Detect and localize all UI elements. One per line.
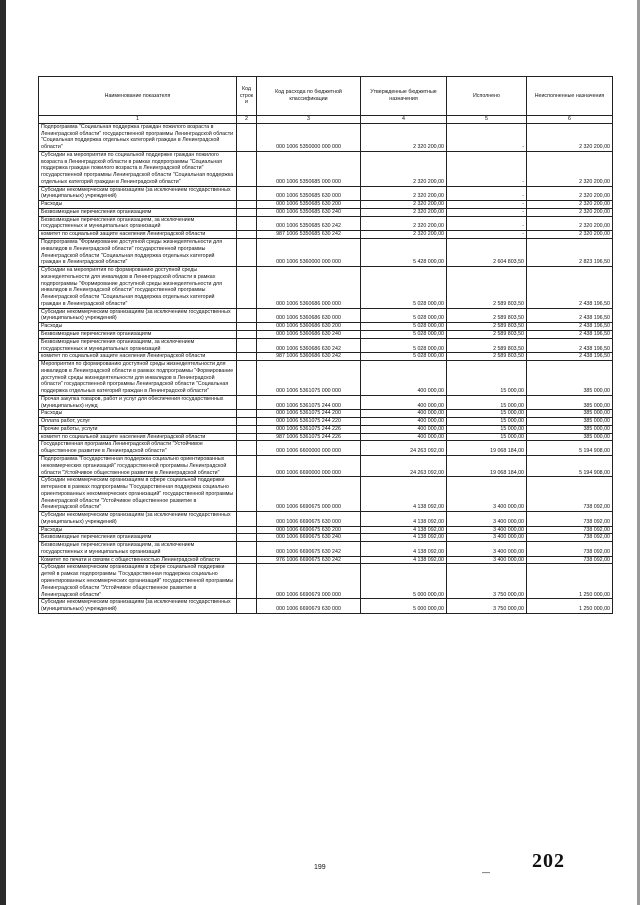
row-budget-code: 000 1006 5361075 244 220	[257, 418, 361, 426]
table-row	[39, 542, 613, 557]
column-number: 1	[39, 116, 237, 124]
table-row	[39, 151, 613, 186]
row-executed: 3 400 000,00	[447, 556, 527, 564]
table-row	[39, 123, 613, 151]
table-row	[39, 361, 613, 396]
row-approved: 4 138 092,00	[361, 512, 447, 527]
row-name: Субсидии некоммерческим организациям (за исключением государственных (муниципальных) учреждений)	[39, 186, 237, 201]
row-approved: 400 000,00	[361, 418, 447, 426]
report-sheet	[38, 76, 612, 614]
column-number: 3	[257, 116, 361, 124]
row-executed: 2 589 803,50	[447, 330, 527, 338]
row-unexecuted: 2 320 200,00	[527, 201, 613, 209]
row-name: Оплата работ, услуг	[39, 418, 237, 426]
table-row	[39, 395, 613, 410]
row-line-code	[237, 410, 257, 418]
row-name: комитет по социальной защите населения Ленинградской области	[39, 231, 237, 239]
row-executed: 2 604 803,50	[447, 239, 527, 267]
row-executed: 3 400 000,00	[447, 526, 527, 534]
row-line-code	[237, 542, 257, 557]
row-unexecuted: 385 000,00	[527, 410, 613, 418]
row-budget-code: 000 1006 5360686 630 242	[257, 338, 361, 353]
row-executed: 15 000,00	[447, 410, 527, 418]
table-row	[39, 556, 613, 564]
row-line-code	[237, 418, 257, 426]
table-row	[39, 267, 613, 309]
row-name: Расходы	[39, 410, 237, 418]
scan-edge-left	[0, 0, 6, 905]
row-approved: 2 320 200,00	[361, 123, 447, 151]
table-row	[39, 477, 613, 512]
row-approved: 5 028 000,00	[361, 330, 447, 338]
row-executed: 15 000,00	[447, 361, 527, 396]
row-line-code	[237, 208, 257, 216]
row-unexecuted: 2 320 200,00	[527, 208, 613, 216]
row-approved: 2 320 200,00	[361, 186, 447, 201]
row-name: комитет по социальной защите населения Ленинградской области	[39, 433, 237, 441]
row-executed: -	[447, 231, 527, 239]
header-budget-code: Код расхода по бюджетной классификации	[257, 77, 361, 116]
row-executed: 19 068 184,00	[447, 441, 527, 456]
row-line-code	[237, 239, 257, 267]
row-budget-code: 000 1006 6690679 000 000	[257, 564, 361, 599]
row-approved: 24 263 092,00	[361, 455, 447, 476]
row-line-code	[237, 599, 257, 614]
row-approved: 5 028 000,00	[361, 308, 447, 323]
row-line-code	[237, 123, 257, 151]
row-unexecuted: 1 250 000,00	[527, 599, 613, 614]
row-approved: 4 138 092,00	[361, 542, 447, 557]
table-row	[39, 330, 613, 338]
header-unexecuted: Неисполненные назначения	[527, 77, 613, 116]
row-unexecuted: 385 000,00	[527, 418, 613, 426]
table-row	[39, 208, 613, 216]
row-line-code	[237, 441, 257, 456]
header-approved: Утвержденные бюджетные назначения	[361, 77, 447, 116]
row-executed: -	[447, 208, 527, 216]
row-budget-code: 000 1006 5360686 000 000	[257, 267, 361, 309]
row-name: комитет по социальной защите населения Ленинградской области	[39, 353, 237, 361]
column-number: 4	[361, 116, 447, 124]
row-unexecuted: 738 092,00	[527, 512, 613, 527]
row-budget-code: 000 1006 5361075 244 200	[257, 410, 361, 418]
row-executed: 3 400 000,00	[447, 477, 527, 512]
row-approved: 2 320 200,00	[361, 201, 447, 209]
row-executed: 15 000,00	[447, 425, 527, 433]
row-budget-code: 000 1006 5350685 630 000	[257, 186, 361, 201]
row-executed: 2 589 803,50	[447, 338, 527, 353]
row-line-code	[237, 477, 257, 512]
row-line-code	[237, 564, 257, 599]
page-number: 199	[314, 864, 326, 871]
row-unexecuted: 738 092,00	[527, 526, 613, 534]
row-approved: 5 028 000,00	[361, 338, 447, 353]
stamped-sheet-number: 202	[532, 850, 565, 872]
budget-execution-table	[38, 76, 613, 614]
row-name: Подпрограмма "Формирование доступной среды жизнедеятельности для инвалидов в Ленинградской области" государственной программы Ленинградской области "Социальная поддержка отдельных категорий граждан в Ленинградской области"	[39, 239, 237, 267]
row-approved: 4 138 092,00	[361, 556, 447, 564]
row-approved: 4 138 092,00	[361, 526, 447, 534]
row-executed: -	[447, 151, 527, 186]
row-line-code	[237, 330, 257, 338]
row-name: Расходы	[39, 201, 237, 209]
row-approved: 5 028 000,00	[361, 353, 447, 361]
row-executed: 3 750 000,00	[447, 564, 527, 599]
row-unexecuted: 385 000,00	[527, 361, 613, 396]
row-approved: 24 263 092,00	[361, 441, 447, 456]
row-line-code	[237, 267, 257, 309]
row-line-code	[237, 534, 257, 542]
row-line-code	[237, 231, 257, 239]
row-unexecuted: 385 000,00	[527, 433, 613, 441]
row-unexecuted: 5 194 908,00	[527, 441, 613, 456]
table-row	[39, 512, 613, 527]
row-line-code	[237, 556, 257, 564]
column-number: 6	[527, 116, 613, 124]
row-line-code	[237, 361, 257, 396]
table-row	[39, 564, 613, 599]
row-name: Субсидии на мероприятия по формированию доступной среды жизнедеятельности для инвалидов в Ленинградской области в рамках подпрограммы "Формирование доступной среды жизнедеятельности для инвалидов в Ленинградской области" государственной программы Ленинградской области "Социальная поддержка отдельных категорий граждан в Ленинградской области"	[39, 267, 237, 309]
row-approved: 4 138 092,00	[361, 477, 447, 512]
row-unexecuted: 385 000,00	[527, 425, 613, 433]
row-name: Субсидии некоммерческим организациям (за исключением государственных (муниципальных) учреждений)	[39, 308, 237, 323]
row-approved: 5 000 000,00	[361, 564, 447, 599]
row-name: Мероприятия по формированию доступной среды жизнедеятельности для инвалидов в Ленинградской области в рамках подпрограммы "Формирование доступной среды жизнедеятельности для инвалидов в Ленинградской области" государственной программы Ленинградской области "Социальная поддержка отдельных категорий граждан в Ленинградской области"	[39, 361, 237, 396]
header-line-code: Код строк и	[237, 77, 257, 116]
row-unexecuted: 2 823 196,50	[527, 239, 613, 267]
table-row	[39, 186, 613, 201]
row-budget-code: 987 1006 5361075 244 226	[257, 433, 361, 441]
table-row	[39, 599, 613, 614]
row-executed: -	[447, 216, 527, 231]
row-name: Подпрограмма "Социальная поддержка граждан пожилого возраста в Ленинградской области" государственной программы Ленинградской области "Социальная поддержка отдельных категорий граждан в Ленинградской области"	[39, 123, 237, 151]
row-executed: 2 589 803,50	[447, 353, 527, 361]
row-budget-code: 000 1006 6600000 000 000	[257, 441, 361, 456]
row-budget-code: 000 1006 6690000 000 000	[257, 455, 361, 476]
row-name: Безвозмездные перечисления организациям	[39, 208, 237, 216]
row-budget-code: 000 1006 5361075 000 000	[257, 361, 361, 396]
row-budget-code: 987 1006 5360686 630 242	[257, 353, 361, 361]
row-budget-code: 976 1006 6690675 630 242	[257, 556, 361, 564]
row-budget-code: 000 1006 5350000 000 000	[257, 123, 361, 151]
row-budget-code: 987 1006 5350685 630 242	[257, 231, 361, 239]
row-name: Подпрограмма "Государственная поддержка социально ориентированных некоммерческих организаций" государственной программы Ленинградской области "Устойчивое общественное развитие в Ленинградской области"	[39, 455, 237, 476]
table-row	[39, 308, 613, 323]
row-name: Расходы	[39, 323, 237, 331]
row-line-code	[237, 186, 257, 201]
row-unexecuted: 2 438 196,50	[527, 338, 613, 353]
row-executed: 3 750 000,00	[447, 599, 527, 614]
row-approved: 2 320 200,00	[361, 151, 447, 186]
row-name: Безвозмездные перечисления организациям, за исключением государственных и муниципальных организаций	[39, 338, 237, 353]
row-unexecuted: 2 320 200,00	[527, 123, 613, 151]
row-executed: 19 068 184,00	[447, 455, 527, 476]
column-number: 5	[447, 116, 527, 124]
column-number-row	[39, 116, 613, 124]
row-unexecuted: 738 092,00	[527, 534, 613, 542]
row-executed: 15 000,00	[447, 433, 527, 441]
row-executed: 3 400 000,00	[447, 534, 527, 542]
row-approved: 2 320 200,00	[361, 216, 447, 231]
row-line-code	[237, 216, 257, 231]
table-row	[39, 410, 613, 418]
row-name: Субсидии некоммерческим организациям (за исключением государственных (муниципальных) учреждений)	[39, 512, 237, 527]
row-approved: 400 000,00	[361, 410, 447, 418]
row-unexecuted: 2 438 196,50	[527, 308, 613, 323]
row-budget-code: 000 1006 5350685 630 240	[257, 208, 361, 216]
row-approved: 2 320 200,00	[361, 231, 447, 239]
table-row	[39, 455, 613, 476]
row-executed: -	[447, 201, 527, 209]
row-name: Государственная программа Ленинградской области "Устойчивое общественное развитие в Ленинградской области"	[39, 441, 237, 456]
row-executed: 2 589 803,50	[447, 267, 527, 309]
row-unexecuted: 2 320 200,00	[527, 216, 613, 231]
row-line-code	[237, 526, 257, 534]
row-unexecuted: 2 438 196,50	[527, 353, 613, 361]
row-executed: -	[447, 123, 527, 151]
table-row	[39, 231, 613, 239]
row-budget-code: 000 1006 5360686 630 200	[257, 323, 361, 331]
table-row	[39, 534, 613, 542]
row-line-code	[237, 433, 257, 441]
table-body	[39, 123, 613, 613]
row-budget-code: 000 1006 5360000 000 000	[257, 239, 361, 267]
row-line-code	[237, 455, 257, 476]
row-name: Расходы	[39, 526, 237, 534]
table-row	[39, 418, 613, 426]
row-unexecuted: 1 250 000,00	[527, 564, 613, 599]
row-name: Безвозмездные перечисления организациям, за исключением государственных и муниципальных организаций	[39, 542, 237, 557]
table-row	[39, 441, 613, 456]
row-approved: 400 000,00	[361, 433, 447, 441]
row-budget-code: 000 1006 5360686 630 240	[257, 330, 361, 338]
row-unexecuted: 2 438 196,50	[527, 323, 613, 331]
row-unexecuted: 738 092,00	[527, 542, 613, 557]
row-approved: 5 000 000,00	[361, 599, 447, 614]
row-approved: 400 000,00	[361, 425, 447, 433]
header-name: Наименование показателя	[39, 77, 237, 116]
row-name: Субсидии на мероприятия по социальной поддержке граждан пожилого возраста в Ленинградской области в рамках подпрограммы "Социальная поддержка граждан пожилого возраста в Ленинградской области" государственной программы Ленинградской области "Социальная поддержка отдельных категорий граждан в Ленинградской области"	[39, 151, 237, 186]
row-executed: 2 589 803,50	[447, 323, 527, 331]
row-unexecuted: 385 000,00	[527, 395, 613, 410]
row-name: Субсидии некоммерческим организациям (за исключением государственных (муниципальных) учреждений)	[39, 599, 237, 614]
row-budget-code: 000 1006 5361075 244 000	[257, 395, 361, 410]
table-row	[39, 425, 613, 433]
row-executed: 3 400 000,00	[447, 542, 527, 557]
table-row	[39, 353, 613, 361]
row-executed: 15 000,00	[447, 395, 527, 410]
row-unexecuted: 738 092,00	[527, 477, 613, 512]
row-budget-code: 000 1006 6690675 630 242	[257, 542, 361, 557]
header-row	[39, 77, 613, 116]
row-unexecuted: 2 438 196,50	[527, 330, 613, 338]
row-line-code	[237, 323, 257, 331]
row-name: Прочие работы, услуги	[39, 425, 237, 433]
table-row	[39, 338, 613, 353]
row-line-code	[237, 512, 257, 527]
row-name: Комитет по печати и связям с общественностью Ленинградской области	[39, 556, 237, 564]
row-executed: -	[447, 186, 527, 201]
page-dash: —	[482, 868, 490, 877]
row-unexecuted: 2 438 196,50	[527, 267, 613, 309]
row-budget-code: 000 1006 5350685 630 200	[257, 201, 361, 209]
row-line-code	[237, 425, 257, 433]
row-approved: 400 000,00	[361, 395, 447, 410]
row-name: Субсидии некоммерческим организациям в сфере социальной поддержки детей в рамках подпрограммы "Государственная поддержка социально ориентированных некоммерческих организаций" государственной программы Ленинградской области "Устойчивое общественное развитие в Ленинградской области"	[39, 564, 237, 599]
row-approved: 4 138 092,00	[361, 534, 447, 542]
row-budget-code: 000 1006 6690675 000 000	[257, 477, 361, 512]
row-line-code	[237, 338, 257, 353]
table-row	[39, 239, 613, 267]
table-row	[39, 216, 613, 231]
row-budget-code: 000 1006 5361075 244 226	[257, 425, 361, 433]
row-executed: 3 400 000,00	[447, 512, 527, 527]
row-line-code	[237, 308, 257, 323]
row-unexecuted: 2 320 200,00	[527, 231, 613, 239]
row-budget-code: 000 1006 6690675 630 000	[257, 512, 361, 527]
row-name: Безвозмездные перечисления организациям	[39, 330, 237, 338]
row-line-code	[237, 395, 257, 410]
row-budget-code: 000 1006 5350685 000 000	[257, 151, 361, 186]
row-name: Субсидии некоммерческим организациям в сфере социальной поддержки ветеранов в рамках подпрограммы "Государственная поддержка социально ориентированных некоммерческих организаций" государственной программы Ленинградской области "Устойчивое общественное развитие в Ленинградской области"	[39, 477, 237, 512]
row-approved: 5 028 000,00	[361, 267, 447, 309]
table-row	[39, 433, 613, 441]
table-row	[39, 526, 613, 534]
table-row	[39, 201, 613, 209]
row-executed: 2 589 803,50	[447, 308, 527, 323]
row-name: Безвозмездные перечисления организациям	[39, 534, 237, 542]
row-executed: 15 000,00	[447, 418, 527, 426]
row-budget-code: 000 1006 6690675 630 200	[257, 526, 361, 534]
row-approved: 5 028 000,00	[361, 323, 447, 331]
row-unexecuted: 2 320 200,00	[527, 151, 613, 186]
row-budget-code: 000 1006 5360686 630 000	[257, 308, 361, 323]
row-budget-code: 000 1006 6690675 630 240	[257, 534, 361, 542]
table-row	[39, 323, 613, 331]
row-budget-code: 000 1006 5350685 630 242	[257, 216, 361, 231]
row-approved: 2 320 200,00	[361, 208, 447, 216]
header-executed: Исполнено	[447, 77, 527, 116]
row-line-code	[237, 353, 257, 361]
row-approved: 5 428 000,00	[361, 239, 447, 267]
column-number: 2	[237, 116, 257, 124]
row-name: Прочая закупка товаров, работ и услуг для обеспечения государственных (муниципальных) нужд	[39, 395, 237, 410]
row-unexecuted: 5 194 908,00	[527, 455, 613, 476]
row-approved: 400 000,00	[361, 361, 447, 396]
row-unexecuted: 2 320 200,00	[527, 186, 613, 201]
row-line-code	[237, 201, 257, 209]
row-unexecuted: 738 092,00	[527, 556, 613, 564]
row-name: Безвозмездные перечисления организациям, за исключением государственных и муниципальных организаций	[39, 216, 237, 231]
row-line-code	[237, 151, 257, 186]
row-budget-code: 000 1006 6690679 630 000	[257, 599, 361, 614]
